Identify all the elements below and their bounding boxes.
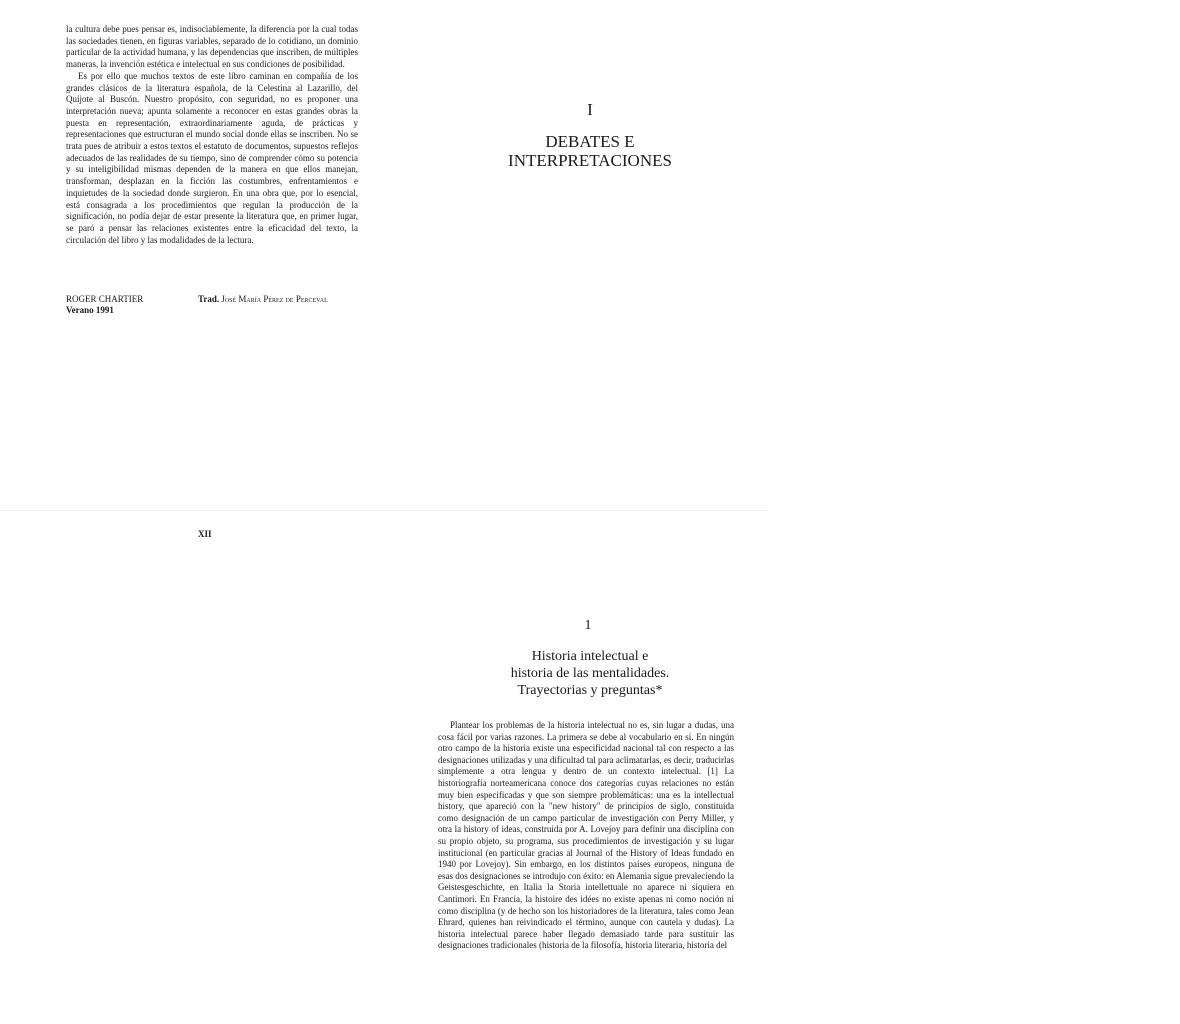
page-folio: XII xyxy=(198,529,212,539)
chapter-title-line-1: Historia intelectual e xyxy=(531,649,649,664)
chapter-number: 1 xyxy=(584,618,592,633)
signature-date: Verano 1991 xyxy=(66,305,114,315)
chapter-title-line-2: historia de las mentalidades. xyxy=(510,666,670,681)
bottom-page xyxy=(0,512,768,1024)
chapter-body: Plantear los problemas de la historia intelectual no es, sin lugar a dudas, una cosa fácil por varias razones. La primera se debe al vocabulario en sí. En ningún otro campo de la historia existe una especificidad nacional tal con respecto a las designaciones utilizadas y una dificultad tal para aclimatarlas, es decir, traducirlas simplemente a otra lengua y dentro de un contexto intelectual. [1] La historiografía norteamericana conoce dos categorías cuyas relaciones no están muy bien especificadas y que son siempre problemáticas: una es la intellectual history, que apareció con la "new history" de principios de siglo, constituida como designación de un campo particular de investigación con Perry Miller, y otra la history of ideas, construida por A. Lovejoy para definir una disciplina con su propio objeto, su programa, sus procedimientos de investigación y su lugar institucional (en particular gracias al Journal of the History of Ideas fundado en 1940 por Lovejoy). Sin embargo, en los distintos países europeos, ninguna de esas dos designaciones se introdujo con éxito: en Alemania sigue prevaleciendo la Geistesgeschichte, en Italia la Storia intellettuale no aparece ni siquiera en Cantimori. En Francia, la histoire des idées no existe apenas ni como noción ni como disciplina (y de hecho son los historiadores de la literatura, tales como Jean Ehrard, quienes han reivindicado el término, aunque con cautela y dudas). La historia intelectual parece haber llegado demasiado tarde para sustituir las designaciones tradicionales (historia de la filosofía, historia literaria, historia del xyxy=(438,720,734,951)
part-number: I xyxy=(587,100,593,119)
top-page xyxy=(0,0,768,539)
translator-name: José María Pérez de Perceval xyxy=(221,294,328,304)
preface-paragraph-1: la cultura debe pues pensar es, indisociablemente, la diferencia por la cual todas las sociedades tienen, en figuras variables, separado de lo cotidiano, un dominio particular de la actividad humana, y las dependencias que inscriben, de múltiples maneras, la invención estética e intelectual en sus condiciones de posibilidad. xyxy=(66,24,358,70)
preface-paragraph-2: Es por ello que muchos textos de este libro caminan en compañía de los grandes clásicos de la literatura española, de la Celestina al Lazarillo, del Quijote al Buscón. Nuestro propósito, con seguridad, no es proponer una interpretación nueva; apunta solamente a reconocer en estas grandes obras la puesta en representación, extraordinariamente aguda, de prácticas y representaciones que estructuran el mundo social donde ellas se inscriben. No se trata pues de atribuir a estos textos el estatuto de documentos, supuestos reflejos adecuados de las realidades de su tiempo, sino de comprender cómo su potencia y su inteligibilidad mismas dependen de la manera en que ellos manejan, transforman, desplazan en la ficción las costumbres, enfrentamientos e inquietudes de la sociedad donde surgieron. En una obra que, por lo esencial, está consagrada a los procedimientos que regulan la producción de la significación, no podía dejar de estar presente la literatura que, en primer lugar, se paró a pensar las relaciones existentes entre la eficacidad del texto, la circulación del libro y las modalidades de la lectura. xyxy=(66,70,358,245)
translation-credit xyxy=(198,294,328,305)
part-title-line-2: INTERPRETACIONES xyxy=(508,151,672,170)
page-divider xyxy=(0,510,768,511)
chapter-title xyxy=(430,648,750,699)
part-title-line-1: DEBATES E xyxy=(545,132,635,151)
trad-label: Trad. xyxy=(198,294,220,304)
chapter-title-line-3: Trayectorias y preguntas* xyxy=(517,683,663,698)
part-title xyxy=(0,132,1180,170)
author-name: ROGER CHARTIER xyxy=(66,294,144,304)
